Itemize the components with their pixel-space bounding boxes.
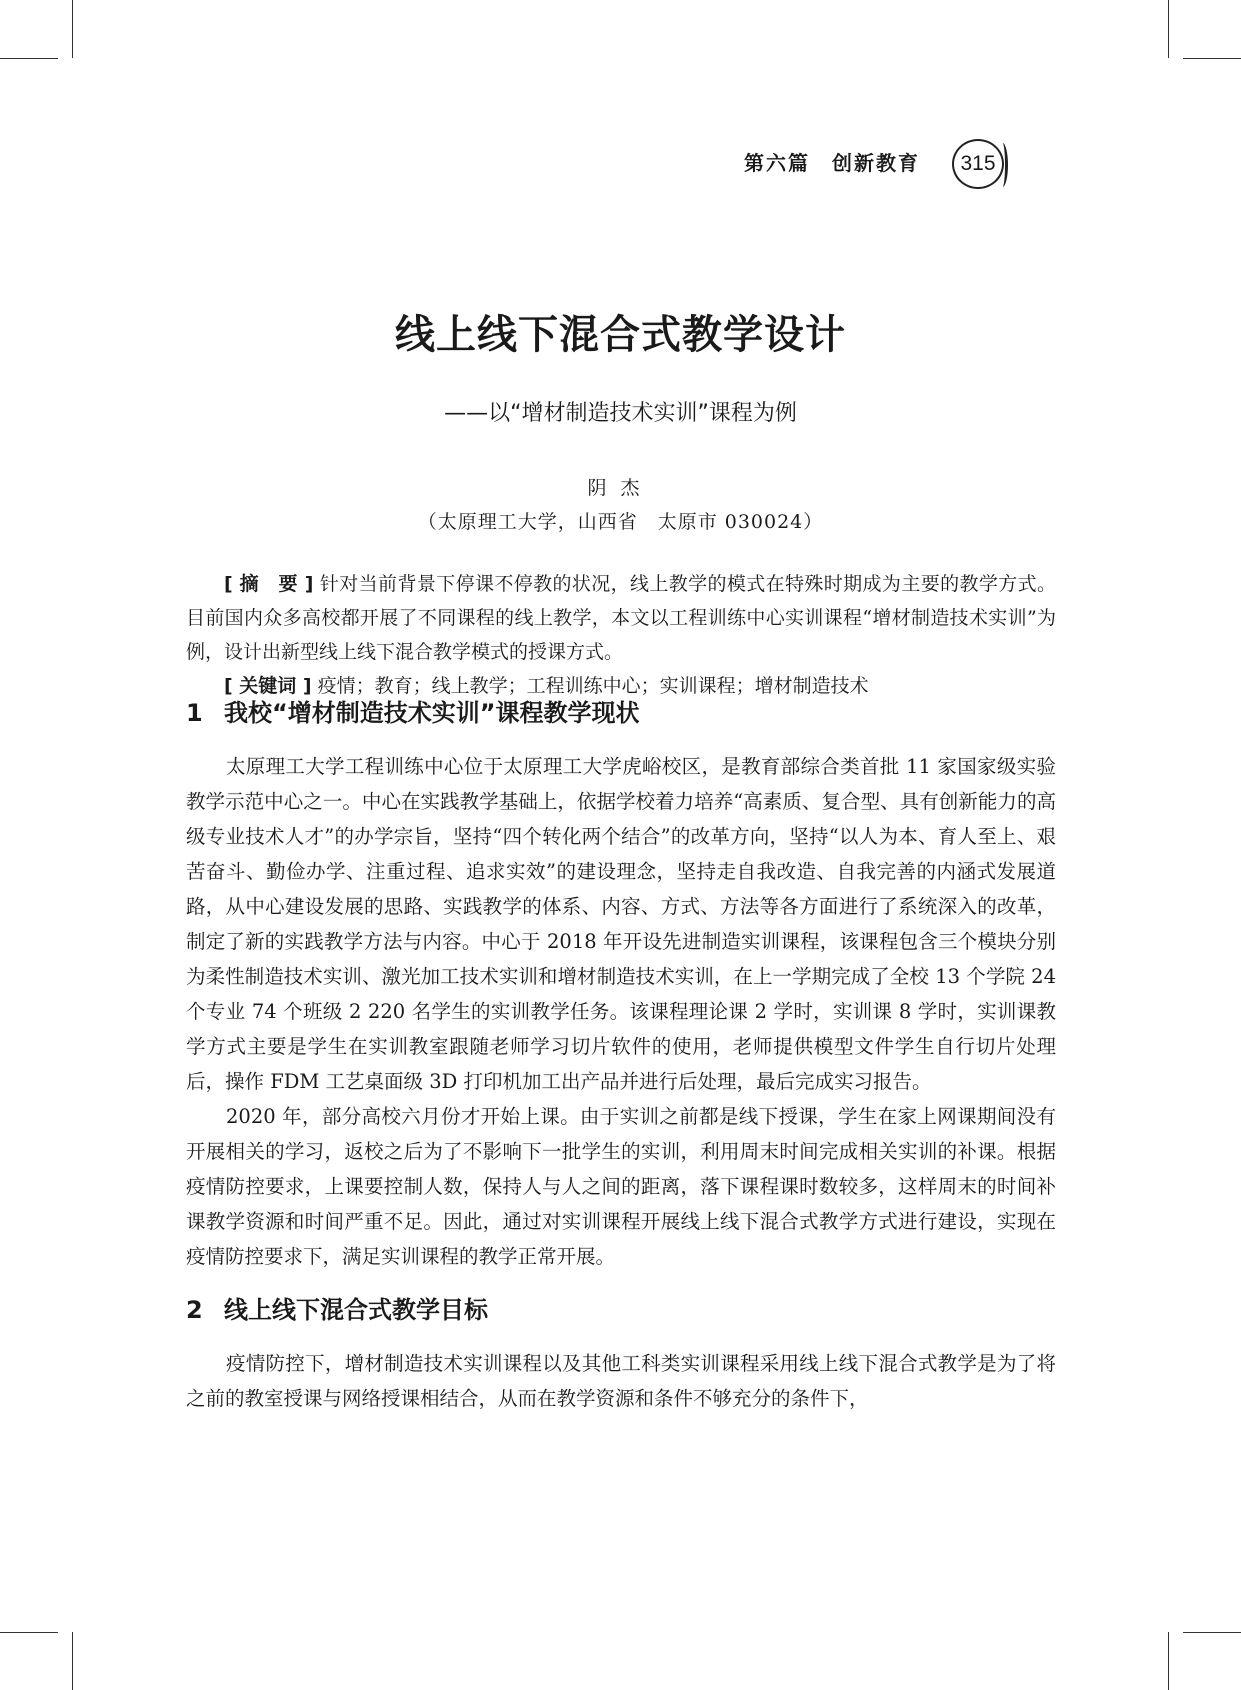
abstract (186, 567, 1056, 669)
article-subtitle: ——以“增材制造技术实训”课程为例 (444, 401, 797, 426)
crop-mark (0, 58, 58, 59)
abstract-text: 针对当前背景下停课不停教的状况，线上教学的模式在特殊时期成为主要的教学方式。目前国内众多高校都开展了不同课程的线上教学，本文以工程训练中心实训课程“增材制造技术实训”为例，设计出新型线上线下混合教学模式的授课方式。 (186, 573, 1056, 663)
running-title: 第六篇 创新教育 (744, 151, 920, 175)
section-title: 线上线下混合式教学目标 (224, 1296, 488, 1324)
crop-mark (1183, 1632, 1241, 1633)
crop-mark (1168, 1632, 1169, 1690)
keywords-text: 疫情；教育；线上教学；工程训练中心；实训课程；增材制造技术 (317, 675, 869, 697)
crop-mark (1183, 58, 1241, 59)
paragraph: 太原理工大学工程训练中心位于太原理工大学虎峪校区，是教育部综合类首批 11 家国家级实验教学示范中心之一。中心在实践教学基础上，依据学校着力培养“高素质、复合型、具有创新能力的高级专业技术人才”的办学宗旨，坚持“四个转化两个结合”的改革方向，坚持“以人为本、育人至上、艰苦奋斗、勤俭办学、注重过程、追求实效”的建设理念，坚持走自我改造、自我完善的内涵式发展道路，从中心建设发展的思路、实践教学的体系、内容、方式、方法等各方面进行了系统深入的改革，制定了新的实践教学方法与内容。中心于 2018 年开设先进制造实训课程，该课程包含三个模块分别为柔性制造技术实训、激光加工技术实训和增材制造技术实训，在上一学期完成了全校 13 个学院 24 个专业 74 个班级 2 220 名学生的实训教学任务。该课程理论课 2 学时，实训课 8 学时，实训课教学方式主要是学生在实训教室跟随老师学习切片软件的使用，老师提供模型文件学生自行切片处理后，操作 FDM 工艺桌面级 3D 打印机加工出产品并进行后处理，最后完成实习报告。 (186, 755, 1056, 1093)
section-number: 1 (186, 699, 203, 727)
author-name: 阴杰 (587, 477, 654, 499)
crop-mark (0, 1632, 58, 1633)
crop-mark (72, 1632, 73, 1690)
section-heading (186, 693, 1056, 728)
crop-mark (1168, 0, 1169, 58)
section-number: 2 (186, 1296, 203, 1324)
running-head (700, 143, 1008, 193)
article-title: 线上线下混合式教学设计 (395, 312, 846, 358)
crop-mark (72, 0, 73, 58)
section-body (186, 749, 1056, 1274)
section-heading (186, 1290, 1056, 1325)
keywords-label: [ 关键词 ] (224, 675, 312, 697)
section-title: 我校“增材制造技术实训”课程教学现状 (224, 699, 640, 727)
paragraph: 2020 年，部分高校六月份才开始上课。由于实训之前都是线下授课，学生在家上网课期间没有开展相关的学习，返校之后为了不影响下一批学生的实训，利用周末时间完成相关实训的补课。根据疫情防控要求，上课要控制人数，保持人与人之间的距离，落下课程课时数较多，这样周末的时间补课教学资源和时间严重不足。因此，通过对实训课程开展线上线下混合式教学方式进行建设，实现在疫情防控要求下，满足实训课程的教学正常开展。 (186, 1105, 1056, 1268)
abstract-block (186, 567, 1056, 703)
abstract-label: [ 摘 要 ] (224, 573, 314, 595)
paragraph: 疫情防控下，增材制造技术实训课程以及其他工科类实训课程采用线上线下混合式教学是为了将之前的教室授课与网络授课相结合，从而在教学资源和条件不够充分的条件下， (186, 1352, 1056, 1410)
section-body (186, 1346, 1056, 1416)
author-affiliation: （太原理工大学，山西省 太原市 030024） (417, 511, 824, 533)
page-number: 315 (952, 139, 1004, 189)
